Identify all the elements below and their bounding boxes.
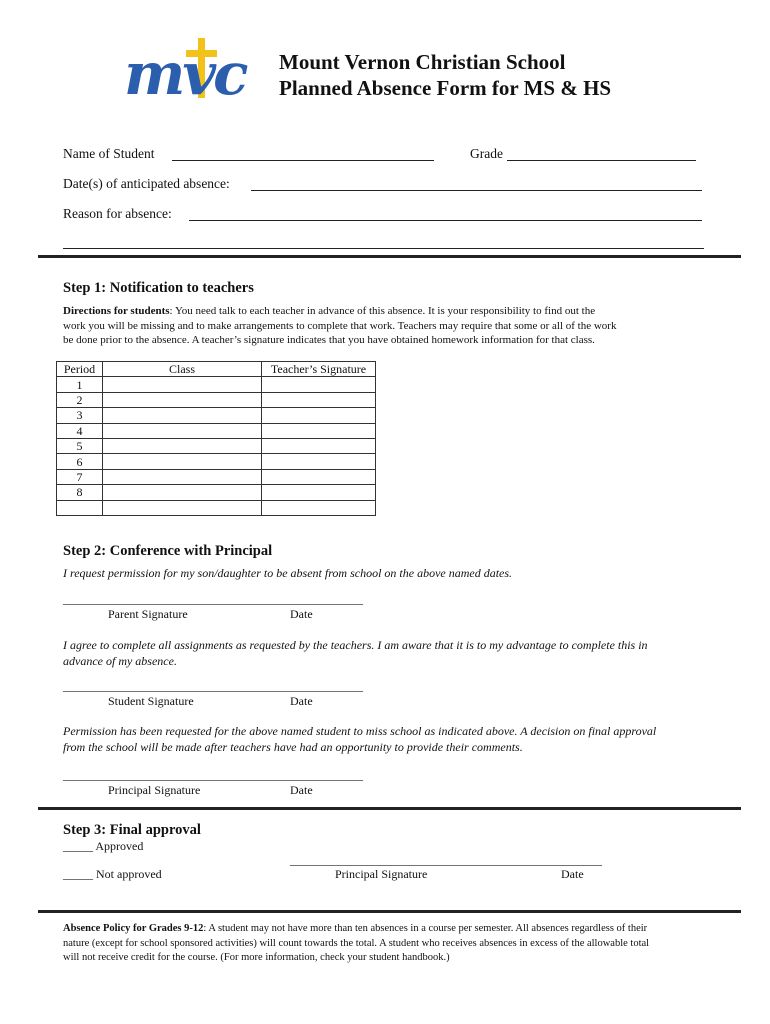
parent-signature-label: Parent Signature xyxy=(108,607,188,621)
final-date-label: Date xyxy=(561,867,584,881)
period-number: 6 xyxy=(57,454,103,469)
class-cell[interactable] xyxy=(103,500,262,515)
school-logo xyxy=(120,34,260,106)
period-number: 2 xyxy=(57,392,103,407)
step3-heading: Step 3: Final approval xyxy=(63,822,201,838)
teacher-signature-header: Teacher’s Signature xyxy=(262,362,376,377)
reason-label: Reason for absence: xyxy=(63,206,172,221)
signature-cell[interactable] xyxy=(262,500,376,515)
policy-bold-label: Absence Policy for Grades 9-12 xyxy=(63,923,204,934)
period-number: 4 xyxy=(57,423,103,438)
period-number: 5 xyxy=(57,438,103,453)
section-divider xyxy=(38,910,741,913)
name-label: Name of Student xyxy=(63,146,155,161)
signature-cell[interactable] xyxy=(262,423,376,438)
signature-cell[interactable] xyxy=(262,485,376,500)
student-signature-line[interactable]: __________________________________________________ xyxy=(63,679,363,693)
directions-bold-label: Directions for students xyxy=(63,305,170,317)
final-principal-signature-label: Principal Signature xyxy=(335,867,428,881)
table-row xyxy=(57,392,376,407)
grade-label: Grade xyxy=(470,146,503,161)
period-number: 1 xyxy=(57,377,103,392)
parent-permission-text: I request permission for my son/daughter to be absent from school on the above named dates. xyxy=(63,566,513,580)
dates-field[interactable] xyxy=(251,190,702,191)
parent-date-label: Date xyxy=(290,607,313,621)
class-cell[interactable] xyxy=(103,454,262,469)
step1-heading: Step 1: Notification to teachers xyxy=(63,280,254,296)
signature-cell[interactable] xyxy=(262,469,376,484)
final-principal-signature-line[interactable]: ____________________________________________________ xyxy=(290,853,602,867)
table-row xyxy=(57,423,376,438)
teacher-signature-table xyxy=(56,361,376,516)
period-number xyxy=(57,500,103,515)
principal-date-label: Date xyxy=(290,783,313,797)
class-cell[interactable] xyxy=(103,469,262,484)
page-title: Mount Vernon Christian School xyxy=(279,50,566,74)
approved-option[interactable]: _____ Approved xyxy=(63,839,144,853)
logo-lettering: mvc xyxy=(124,40,246,106)
section-divider xyxy=(38,807,741,810)
student-date-label: Date xyxy=(290,694,313,708)
class-cell[interactable] xyxy=(103,438,262,453)
not-approved-option[interactable]: _____ Not approved xyxy=(63,867,162,881)
student-agreement-text: I agree to complete all assignments as requested by the teachers. I am aware that it is to my advantage to complete this in advance of my absence. xyxy=(63,638,648,668)
class-header: Class xyxy=(103,362,262,377)
period-number: 7 xyxy=(57,469,103,484)
reason-field[interactable] xyxy=(189,220,702,221)
signature-cell[interactable] xyxy=(262,377,376,392)
table-row xyxy=(57,485,376,500)
class-cell[interactable] xyxy=(103,392,262,407)
principal-signature-label: Principal Signature xyxy=(108,783,201,797)
class-cell[interactable] xyxy=(103,485,262,500)
table-row xyxy=(57,438,376,453)
table-row xyxy=(57,500,376,515)
reason-field-line2[interactable] xyxy=(63,248,704,249)
principal-permission-text: Permission has been requested for the above named student to miss school as indicated above. A decision on final approval from the school will be made after teachers have had an opportunity to provide their comments. xyxy=(63,724,657,754)
signature-cell[interactable] xyxy=(262,408,376,423)
table-row xyxy=(57,469,376,484)
period-number: 8 xyxy=(57,485,103,500)
dates-label: Date(s) of anticipated absence: xyxy=(63,176,230,191)
absence-policy: Absence Policy for Grades 9-12: A student may not have more than ten absences in a course per semester. All absences regardless of their nature (except for school sponsored activities) will count towards the total. A student who receives absences in excess of the allowable total will not receive credit for the course. (For more information, check your student handbook.) xyxy=(63,923,650,963)
principal-signature-line[interactable]: __________________________________________________ xyxy=(63,768,363,782)
table-header-row xyxy=(57,362,376,377)
class-cell[interactable] xyxy=(103,408,262,423)
student-signature-label: Student Signature xyxy=(108,694,194,708)
section-divider xyxy=(38,255,741,258)
table-row xyxy=(57,408,376,423)
period-header: Period xyxy=(57,362,103,377)
period-number: 3 xyxy=(57,408,103,423)
signature-cell[interactable] xyxy=(262,454,376,469)
page-subtitle: Planned Absence Form for MS & HS xyxy=(279,76,612,100)
class-cell[interactable] xyxy=(103,423,262,438)
grade-field[interactable] xyxy=(507,160,696,161)
name-field[interactable] xyxy=(172,160,434,161)
parent-signature-line[interactable]: __________________________________________________ xyxy=(63,592,363,606)
table-row xyxy=(57,454,376,469)
class-cell[interactable] xyxy=(103,377,262,392)
table-row xyxy=(57,377,376,392)
step2-heading: Step 2: Conference with Principal xyxy=(63,543,273,559)
step1-directions: Directions for students: You need talk to each teacher in advance of this absence. It is your responsibility to find out the work you will be missing and to make arrangements to complete that work. Teachers may require that some or all of the work be done prior to the absence. A teacher’s signature indicates that you have obtained homework information for that class. xyxy=(63,305,617,346)
signature-cell[interactable] xyxy=(262,392,376,407)
signature-cell[interactable] xyxy=(262,438,376,453)
